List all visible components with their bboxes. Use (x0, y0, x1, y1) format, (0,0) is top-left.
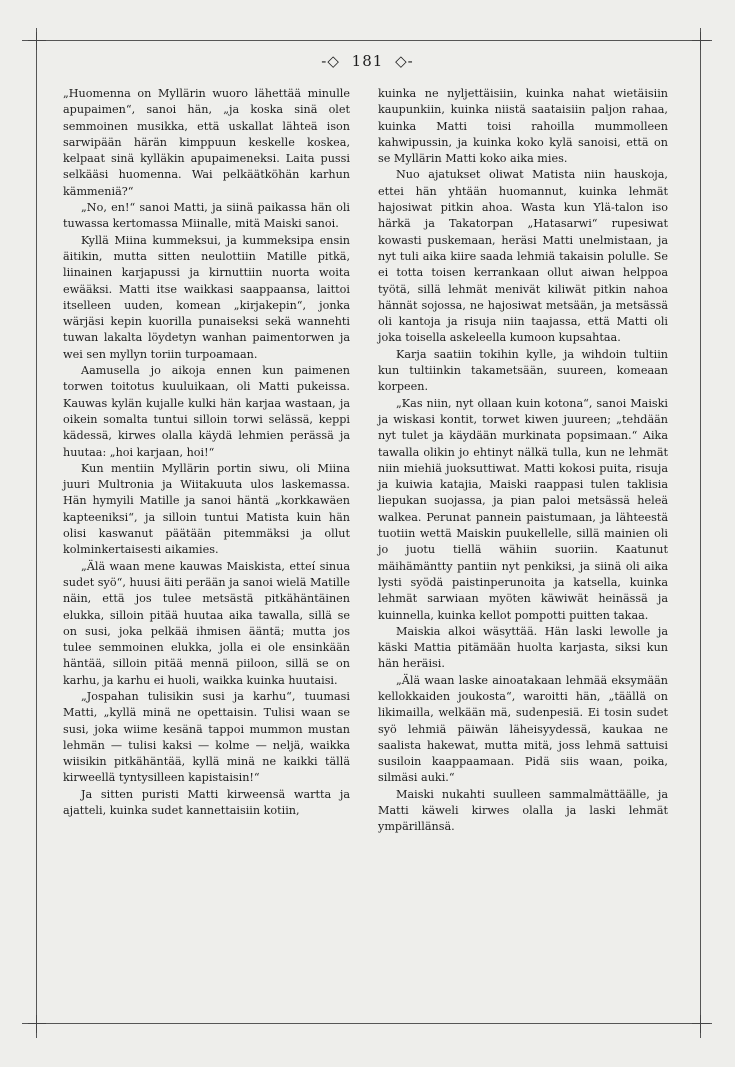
paragraph: „Jospahan tulisikin susi ja karhu“, tuumasi Matti, „kyllä minä ne opettaisin. Tulisi waan se susi, joka wiime kesänä tappoi mummon mustan lehmän — tulisi kaksi — kolme — neljä, waikka wiisikin pitkähäntää, kyllä minä ne kaikki tällä kirweellä tyntysilleen kapistaisin!“ (63, 689, 350, 785)
paragraph: Kyllä Miina kummeksui, ja kummeksipa ensin äitikin, mutta sitten neulottiin Matille pitkä, liinainen karjapussi ja kirnuttiin nuorta woita ewääksi. Matti itse waikkasi saappaansa, laittoi itselleen uuden, komean „kirjakepin“, jonka wärjäsi kepin kuorilla punaiseksi sekä wannehti tuwan lakalta löydetyn wanhan paimentorwen ja wei sen myllyn toriin turpoamaan. (63, 233, 350, 361)
right-text-column (378, 86, 668, 836)
page-header (0, 52, 735, 76)
paragraph: „Huomenna on Myllärin wuoro lähettää minulle apupaimen“, sanoi hän, „ja koska sinä olet semmoinen musikka, että uskallat lähteä ison sarwipään härän kimppuun keskelle koskea, kelpaat sinä kylläkin apupaimeneksi. Laita pussi selkääsi huomenna. Wai pelkäätköhän karhun kämmeniä?“ (63, 87, 350, 198)
paragraph: Kun mentiin Myllärin portin siwu, oli Miina juuri Multronia ja Wiitakuuta ulos laskemassa. Hän hymyili Matille ja sanoi häntä „korkkawäen kapteeniksi“, ja silloin tuntui Matista kuin hän olisi kaswanut päätään pitemmäksi ja ollut kolminkertaisesti aikamies. (63, 461, 350, 557)
paragraph: „Kas niin, nyt ollaan kuin kotona“, sanoi Maiski ja wiskasi kontit, torwet kiwen juureen; „tehdään nyt tulet ja käydään murkinata popsimaan.“ Aika tawalla olikin jo ehtinyt nälkä tulla, kun ne lehmät niin miehiä juoksuttiwat. Matti kokosi puita, risuja ja kuiwia katajia, Maiski raappasi tulen taklisia liepukan suojassa, ja pian paloi metsässä heleä walkea. Perunat pannein paistumaan, ja lähteestä tuotiin wettä Maiskin puukellelle, sillä mainien oli jo juotu tiellä wähiin suoriin. Kaatunut mäihämäntty pantiin nyt penkiksi, ja siinä oli aika lysti syödä paistinperunoita ja katsella, kuinka lehmät sarwiaan myöten käwiwät heinässä ja kuinnella, kuinka kellot pompotti puitten takaa. (378, 396, 668, 622)
paragraph: Ja sitten puristi Matti kirweensä wartta ja ajatteli, kuinka sudet kannettaisiin kotiin, (63, 787, 350, 818)
bottom-frame-rule (22, 1023, 712, 1024)
top-frame-rule (22, 40, 712, 41)
header-ornament-left: -◇ (321, 52, 340, 70)
paragraph: kuinka ne nyljettäisiin, kuinka nahat wietäisiin kaupunkiin, kuinka niistä saataisiin paljon rahaa, kuinka Matti toisi rahoilla mummolleen kahwipussin, ja kuinka koko kylä sanoisi, että on se Myllärin Matti koko aika mies. (378, 87, 668, 166)
paragraph: „Älä waan mene kauwas Maiskista, etteí sinua sudet syö“, huusi äiti perään ja sanoi wielä Matille näin, että jos tulee metsästä pitkähäntäinen elukka, silloin pitää huutaa aika tawalla, sillä se on susi, joka pelkää ihmisen ääntä; mutta jos tulee semmoinen elukka, jolla ei ole ensinkään häntää, silloin pitää mennä piiloon, sillä se on karhu, ja karhu ei huoli, waikka kuinka huutaisi. (63, 559, 350, 687)
paragraph: „No, en!“ sanoi Matti, ja siinä paikassa hän oli tuwassa kertomassa Miinalle, mitä Maiski sanoi. (63, 201, 350, 231)
paragraph: Nuo ajatukset oliwat Matista niin hauskoja, ettei hän yhtään huomannut, kuinka lehmät hajosiwat pitkin ahoa. Wasta kun Ylä-talon iso härkä ja Takatorpan „Hatasarwi“ rupesiwat kowasti puskemaan, heräsi Matti unelmistaan, ja nyt tuli aika kiire saada lehmiä takaisin polulle. Se ei totta toisen kerrankaan ollut aiwan helppoa työtä, sillä lehmät menivät kiliwät pitkin nahoa hännät sojossa, ne hajosiwat metsään, ja metsässä oli kantoja ja risuja niin taajassa, että Matti oli joka toisella askeleella kumoon kupsahtaa. (378, 168, 668, 345)
page-number: 181 (351, 52, 384, 70)
crop-mark-bottom-right (692, 1015, 710, 1033)
crop-mark-bottom-left (28, 1015, 46, 1033)
crop-mark-top-right (692, 32, 710, 50)
paragraph: Maiskia alkoi wäsyttää. Hän laski lewolle ja käski Mattia pitämään huolta karjasta, siksi kun hän heräisi. (378, 624, 668, 671)
header-ornament-right: ◇- (395, 52, 414, 70)
paragraph: Karja saatiin tokihin kylle, ja wihdoin tultiin kun tultiinkin takametsään, suureen, komeaan korpeen. (378, 347, 668, 394)
left-frame-rule (36, 28, 37, 1038)
paragraph: Maiski nukahti suulleen sammalmättäälle, ja Matti käweli kirwes olalla ja laski lehmät ympärillänsä. (378, 787, 668, 834)
right-frame-rule (700, 28, 701, 1038)
crop-mark-top-left (28, 32, 46, 50)
left-text-column (63, 86, 350, 819)
paragraph: Aamusella jo aikoja ennen kun paimenen torwen toitotus kuuluikaan, oli Matti pukeissa. Kauwas kylän kujalle kulki hän karjaa wastaan, ja oikein somalta tuntui silloin torwi selässä, keppi kädessä, kirwes olalla käydä lehmien perässä ja huutaa: „hoi karjaan, hoi!“ (63, 364, 350, 459)
paragraph: „Älä waan laske ainoatakaan lehmää eksymään kellokkaiden joukosta“, waroitti hän, „täällä on likimailla, welkään mä, sudenpesiä. Ei tosin sudet syö lehmiä päiwän läheisyydessä, kaukaa ne saalista hakewat, mutta mitä, joss lehmä sattuisi susiloin kaappaamaan. Pidä siis waan, poika, silmäsi auki.“ (378, 673, 668, 785)
